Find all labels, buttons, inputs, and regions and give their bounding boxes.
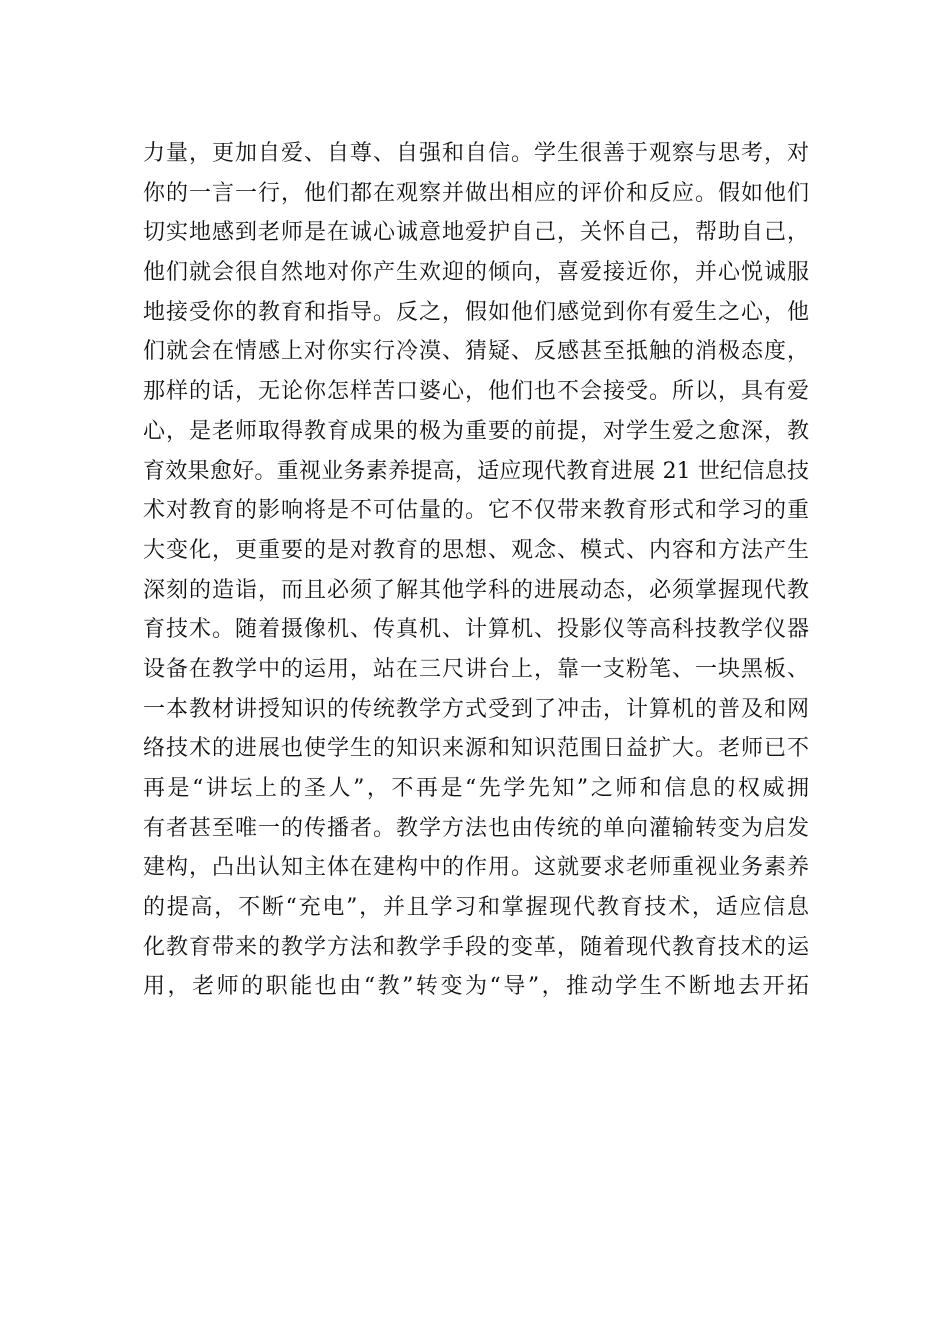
text-line: 一本教材讲授知识的传统教学方式受到了冲击，计算机的普及和网 [143, 696, 809, 722]
text-line: 络技术的进展也使学生的知识来源和知识范围日益扩大。老师已不 [143, 736, 809, 762]
text-line: 的提高，不断“充电”，并且学习和掌握现代教育技术，适应信息 [143, 895, 809, 921]
body-paragraph [143, 134, 809, 1007]
text-line: 那样的话，无论你怎样苦口婆心，他们也不会接受。所以，具有爱 [143, 379, 809, 405]
text-line: 们就会在情感上对你实行冷漠、猜疑、反感甚至抵触的消极态度， [143, 339, 809, 365]
text-line: 力量，更加自爱、自尊、自强和自信。学生很善于观察与思考，对 [143, 141, 809, 166]
text-line: 你的一言一行，他们都在观察并做出相应的评价和反应。假如他们 [143, 180, 809, 206]
text-line: 育效果愈好。重视业务素养提高，适应现代教育进展 21 世纪信息技 [143, 458, 809, 484]
text-line: 心，是老师取得教育成果的极为重要的前提，对学生爱之愈深，教 [143, 418, 809, 444]
text-line: 地接受你的教育和指导。反之，假如他们感觉到你有爱生之心，他 [143, 299, 809, 325]
text-line: 术对教育的影响将是不可估量的。它不仅带来教育形式和学习的重 [143, 498, 809, 524]
text-line: 有者甚至唯一的传播者。教学方法也由传统的单向灌输转变为启发 [143, 815, 809, 841]
text-line: 切实地感到老师是在诚心诚意地爱护自己，关怀自己，帮助自己， [143, 220, 809, 246]
text-line: 化教育带来的教学方法和教学手段的变革，随着现代教育技术的运 [143, 934, 809, 960]
text-line: 再是“讲坛上的圣人”，不再是“先学先知”之师和信息的权威拥 [143, 776, 809, 801]
text-line: 深刻的造诣，而且必须了解其他学科的进展动态，必须掌握现代教 [143, 577, 809, 603]
text-line: 他们就会很自然地对你产生欢迎的倾向，喜爱接近你，并心悦诚服 [143, 260, 809, 286]
text-line: 设备在教学中的运用，站在三尺讲台上，靠一支粉笔、一块黑板、 [143, 656, 809, 682]
text-line: 建构，凸出认知主体在建构中的作用。这就要求老师重视业务素养 [143, 855, 809, 881]
text-line: 育技术。随着摄像机、传真机、计算机、投影仪等高科技教学仪器 [143, 617, 809, 643]
text-line: 用，老师的职能也由“教”转变为“导”，推动学生不断地去开拓 [143, 974, 809, 1000]
text-line: 大变化，更重要的是对教育的思想、观念、模式、内容和方法产生 [143, 537, 809, 563]
